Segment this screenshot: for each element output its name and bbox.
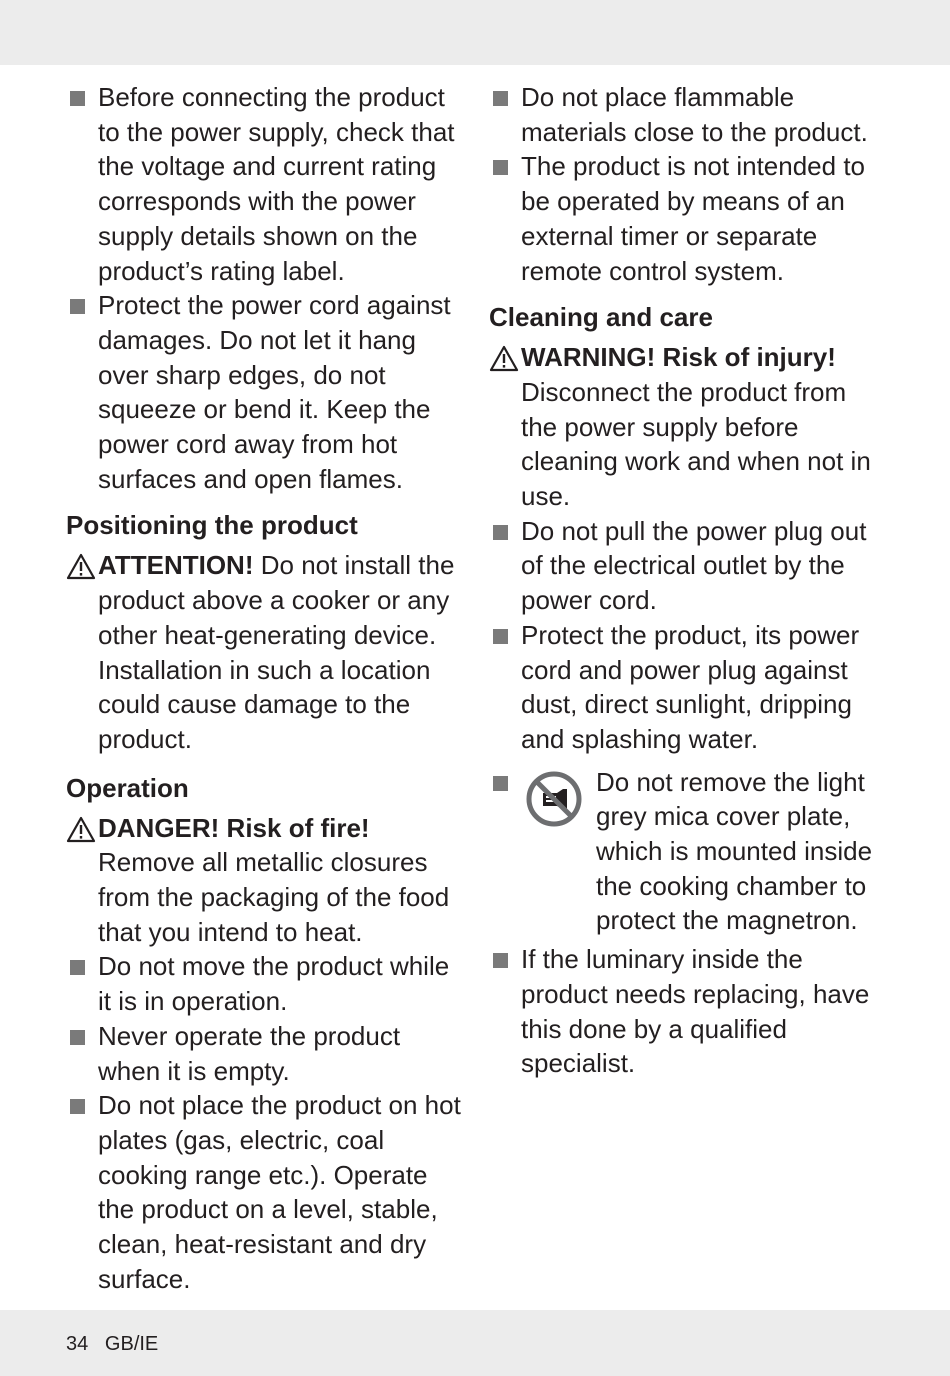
list-item <box>489 618 889 757</box>
danger-notice <box>66 811 461 950</box>
warning-triangle-icon <box>66 553 96 580</box>
list-item-text: Do not place the product on hot plates (gas, electric, coal cooking range etc.). Operate the product on a level, stable, clean, heat-resistant and dry surface. <box>98 1090 461 1294</box>
top-bar <box>0 0 950 65</box>
list-item-text: Do not move the product while it is in operation. <box>98 951 450 1017</box>
bullet-square-icon <box>70 299 85 314</box>
warning-text: Disconnect the product from the power supply before cleaning work and when not in use. <box>521 376 871 512</box>
mica-notice-text: Do not remove the light grey mica cover plate, which is mounted inside the cooking chamber to protect the magnetron. <box>596 766 873 936</box>
bullet-square-icon <box>493 776 508 791</box>
danger-text: Remove all metallic closures from the packaging of the food that you intend to heat. <box>98 847 450 947</box>
warning-triangle-icon <box>66 816 96 843</box>
list-item <box>66 1088 461 1296</box>
locale-label: GB/IE <box>104 1333 159 1355</box>
footer-bar <box>0 1310 950 1376</box>
page-footer <box>66 1332 158 1356</box>
list-item-text: Protect the power cord against damages. Do not let it hang over sharp edges, do not squeeze or bend it. Keep the power cord away from hot surfaces and open flames. <box>98 290 451 494</box>
left-column <box>66 80 461 1297</box>
list-item <box>66 288 461 496</box>
attention-notice <box>66 548 461 756</box>
bullet-square-icon <box>493 629 508 644</box>
warning-notice <box>489 340 889 514</box>
bullet-square-icon <box>493 160 508 175</box>
section-heading-cleaning: Cleaning and care <box>489 302 713 333</box>
list-item <box>489 80 889 149</box>
list-item-text: Do not place flammable materials close to the product. <box>521 82 868 147</box>
bullet-square-icon <box>493 953 508 968</box>
bullet-square-icon <box>493 91 508 106</box>
page-number: 34 <box>66 1333 89 1355</box>
warning-label: WARNING! Risk of injury! <box>521 342 836 373</box>
bullet-square-icon <box>70 960 85 975</box>
section-heading-positioning: Positioning the product <box>66 510 358 541</box>
list-item-text: The product is not intended to be operated by means of an external timer or separate remote control system. <box>521 151 866 286</box>
list-item <box>66 949 461 1018</box>
list-item <box>66 1019 461 1088</box>
list-item-text: If the luminary inside the product needs replacing, have this done by a qualified specialist. <box>521 944 870 1079</box>
list-item-text: Never operate the product when it is empty. <box>98 1020 401 1086</box>
list-item <box>489 942 889 1081</box>
list-item <box>489 514 889 618</box>
bullet-square-icon <box>493 525 508 540</box>
bullet-square-icon <box>70 1030 85 1045</box>
no-hand-icon <box>526 771 582 827</box>
warning-triangle-icon <box>489 345 519 372</box>
list-item-text: Do not pull the power plug out of the electrical outlet by the power cord. <box>521 515 867 616</box>
list-item-text: Before connecting the product to the power supply, check that the voltage and current rating corresponds with the power supply details shown on the product’s rating label. <box>98 82 455 286</box>
list-item <box>66 80 461 288</box>
list-item <box>489 149 889 288</box>
mica-notice <box>489 765 889 939</box>
danger-label: DANGER! Risk of fire! <box>98 812 370 843</box>
bullet-square-icon <box>70 1099 85 1114</box>
bullet-square-icon <box>70 91 85 106</box>
attention-label: ATTENTION! <box>98 550 254 581</box>
right-column <box>489 80 889 1081</box>
attention-text: Do not install the product above a cooker or any other heat-generating device. Installation in such a location could cause damage to the product. <box>98 550 455 754</box>
list-item-text: Protect the product, its power cord and power plug against dust, direct sunlight, dripping and splashing water. <box>521 619 860 754</box>
section-heading-operation: Operation <box>66 772 189 803</box>
